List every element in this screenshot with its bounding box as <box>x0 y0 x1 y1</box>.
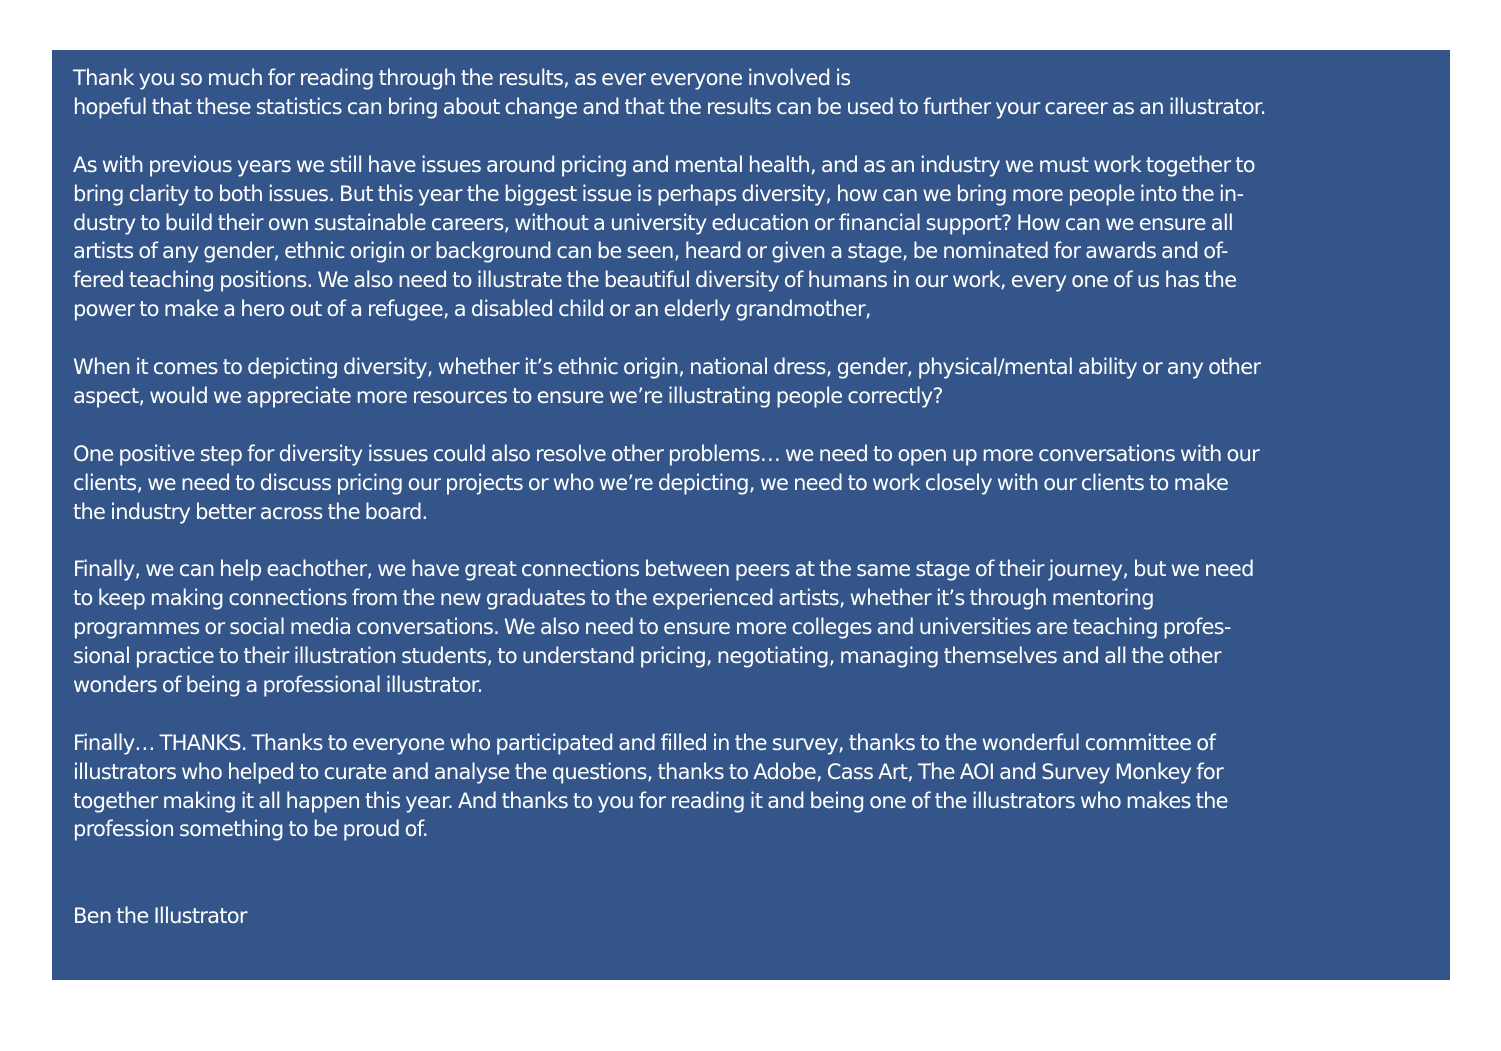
text-line: illustrators who helped to curate and analyse the questions, thanks to Adobe, Cass Art, The AOI and Survey Monkey for <box>73 759 1223 784</box>
text-line: clients, we need to discuss pricing our projects or who we’re depicting, we need to work closely with our clients to make <box>73 470 1229 495</box>
text-line: sional practice to their illustration students, to understand pricing, negotiating, managing themselves and all the other <box>73 644 1221 669</box>
paragraph-connections <box>73 555 1432 700</box>
text-line: One positive step for diversity issues could also resolve other problems… we need to open up more conversations with our <box>73 441 1260 466</box>
text-line: bring clarity to both issues. But this year the biggest issue is perhaps diversity, how can we bring more people into the in- <box>73 181 1244 206</box>
paragraph-thanks <box>73 729 1432 845</box>
text-line: fered teaching positions. We also need to illustrate the beautiful diversity of humans in our work, every one of us has the <box>73 268 1237 293</box>
letter-panel <box>52 50 1450 980</box>
paragraph-depicting-diversity <box>73 353 1432 411</box>
text-line: to keep making connections from the new graduates to the experienced artists, whether it’s through mentoring <box>73 586 1154 611</box>
paragraph-conversations <box>73 440 1432 527</box>
text-line: When it comes to depicting diversity, whether it’s ethnic origin, national dress, gender, physical/mental ability or any other <box>73 355 1261 380</box>
paragraph-pricing-diversity <box>73 151 1432 324</box>
text-line: power to make a hero out of a refugee, a disabled child or an elderly grandmother, <box>73 297 871 322</box>
text-line: artists of any gender, ethnic origin or background can be seen, heard or given a stage, be nominated for awards and of- <box>73 239 1228 264</box>
paragraph-intro <box>73 64 1432 122</box>
text-line: profession something to be proud of. <box>73 817 428 842</box>
text-line: As with previous years we still have issues around pricing and mental health, and as an industry we must work together to <box>73 152 1255 177</box>
text-line: together making it all happen this year. And thanks to you for reading it and being one of the illustrators who makes the <box>73 788 1228 813</box>
text-line: Thank you so much for reading through the results, as ever everyone involved is <box>73 66 851 90</box>
text-line: programmes or social media conversations. We also need to ensure more colleges and universities are teaching profes- <box>73 615 1231 640</box>
text-line: the industry better across the board. <box>73 499 428 524</box>
text-line: hopeful that these statistics can bring about change and that the results can be used to further your career as an illustrator. <box>73 94 1266 119</box>
text-line: wonders of being a professional illustrator. <box>73 672 483 697</box>
text-line: aspect, would we appreciate more resources to ensure we’re illustrating people correctly? <box>73 383 943 408</box>
signature-text: Ben the Illustrator <box>73 904 247 929</box>
signature <box>73 902 1432 931</box>
text-line: Finally, we can help eachother, we have great connections between peers at the same stage of their journey, but we need <box>73 557 1254 582</box>
text-line: dustry to build their own sustainable careers, without a university education or financial support? How can we ensure all <box>73 210 1234 235</box>
text-line: Finally… THANKS. Thanks to everyone who participated and filled in the survey, thanks to the wonderful committee of <box>73 730 1215 755</box>
